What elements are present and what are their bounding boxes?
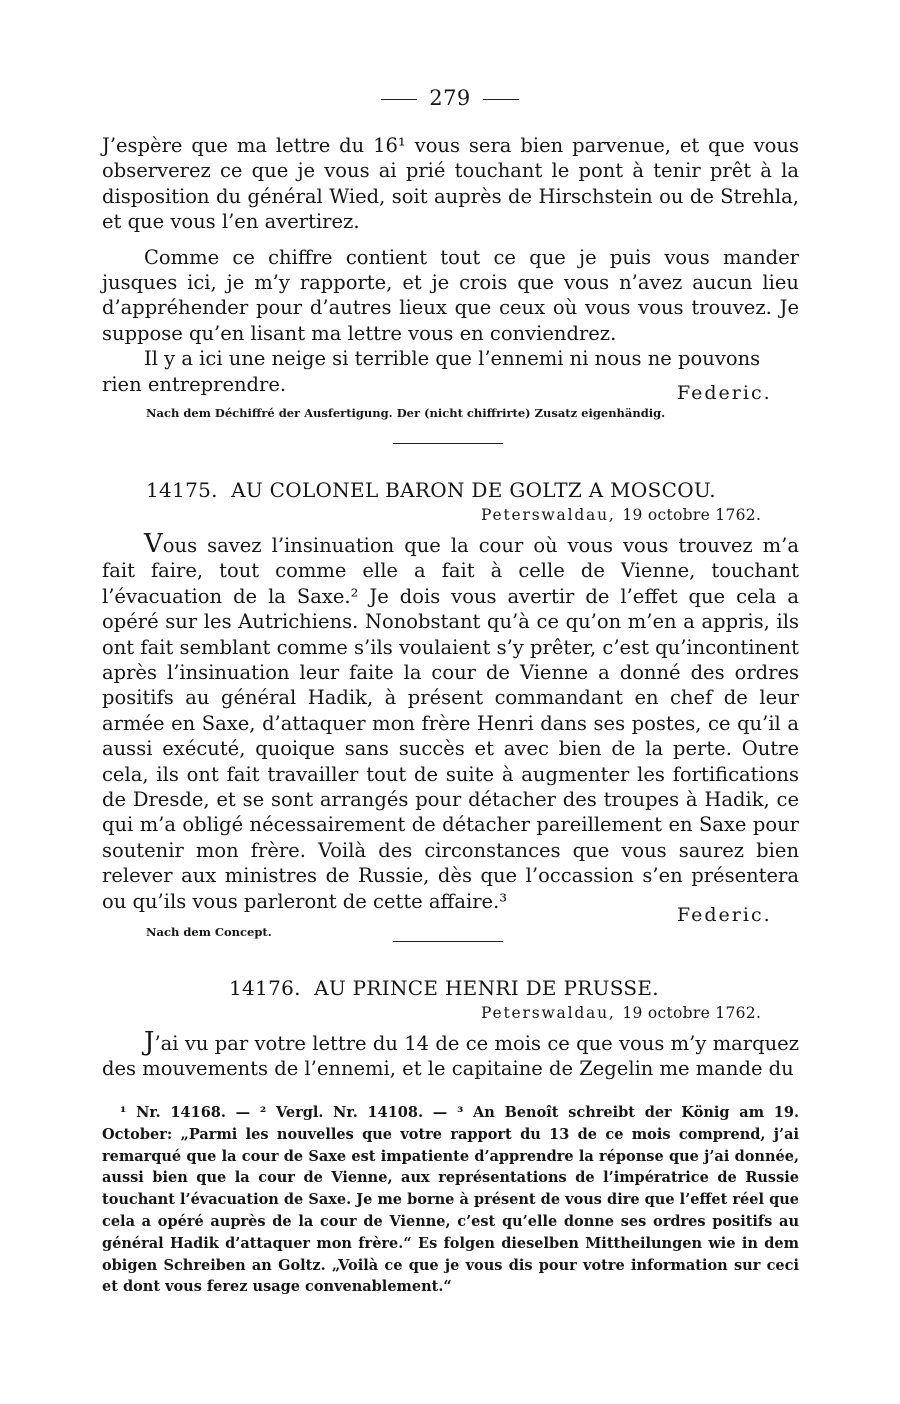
letter-number: 14175. xyxy=(146,478,218,502)
letter-number: 14176. xyxy=(229,976,301,1000)
section-divider xyxy=(393,443,503,444)
paragraph: J’espère que ma lettre du 16¹ vous sera bien parvenue, et que vous observerez ce que je vous ai prié touchant le pont à tenir prêt à la disposition du général Wied, soit auprès de Hirschstein ou de Strehla, et que vous l’en avertirez. xyxy=(102,134,799,234)
initial-letter: J xyxy=(144,1027,155,1057)
letter-heading xyxy=(229,976,659,1000)
page-number-dash-left xyxy=(381,99,417,100)
paragraph: Il y a ici une neige si terrible que l’ennemi ni nous ne pouvons rien entreprendre. xyxy=(102,347,761,396)
letter-body xyxy=(102,529,799,914)
source-note: Nach dem Concept. xyxy=(146,925,272,939)
footnotes xyxy=(102,1102,799,1298)
dateline: Peterswaldau, 19 octobre 1762. xyxy=(481,1004,762,1022)
signature: Federic. xyxy=(677,904,772,926)
letter-title: AU PRINCE HENRI DE PRUSSE. xyxy=(314,976,659,1000)
source-note: Nach dem Déchiffré der Ausfertigung. Der (nicht chiffrirte) Zusatz eigenhändig. xyxy=(146,406,666,420)
footnote-text: ¹ Nr. 14168. — ² Vergl. Nr. 14108. — ³ An Benoît schreibt der König am 19. October: „Parmi les nouvelles que votre rapport du 13 de ce mois comprend, j’ai remarqué que la cour de Saxe est impatiente d’apprendre la réponse que j’ai donnée, aussi bien que la cour de Vienne, aux représentations de l’impératrice de Russie touchant l’évacuation de Saxe. Je me borne à présent de vous dire que l’effet réel que cela a opéré auprès de la cour de Vienne, c’est qu’elle donne ses ordres positifs au général Hadik d’attaquer mon frère.“ Es folgen dieselben Mittheilungen wie in dem obigen Schreiben an Goltz. „Voilà ce que je vous dis pour votre information sur ceci et dont vous ferez usage convenablement.“ xyxy=(102,1104,799,1296)
signature: Federic. xyxy=(677,382,772,404)
paragraph: Vous savez l’insinuation que la cour où vous vous trouvez m’a fait faire, tout comme elle a fait à celle de Vienne, touchant l’évacuation de la Saxe.² Je dois vous avertir de l’effet que cela a opéré sur les Autrichiens. Nonobstant qu’à ce qu’on m’en a appris, ils ont fait semblant comme s’ils voulaient s’y prêter, c’est qu’incontinent après l’insinuation leur faite la cour de Vienne a donné des ordres positifs au général Hadik, à présent commandant en chef de leur armée en Saxe, d’attaquer mon frère Henri dans ses postes, ce qu’il a aussi exécuté, quoique sans succès et avec bien de la perte. Outre cela, ils ont fait travailler tout de suite à augmenter les fortifications de Dresde, et se sont arrangés pour détacher des troupes à Hadik, ce qui m’a obligé nécessairement de détacher pareillement en Saxe pour soutenir mon frère. Voilà des circonstances que vous saurez bien relever aux ministres de Russie, dès que l’occassion s’en présentera ou qu’ils vous parleront de cette affaire.³ xyxy=(102,529,799,913)
dateline: Peterswaldau, 19 octobre 1762. xyxy=(481,506,762,524)
paragraph: J’ai vu par votre lettre du 14 de ce mois ce que vous m’y marquez des mouvements de l’ennemi, et le capitaine de Zegelin me mande du xyxy=(102,1027,799,1081)
initial-letter: V xyxy=(144,529,163,559)
page-number: 279 xyxy=(0,86,900,110)
section-divider xyxy=(393,941,503,942)
paragraph: Comme ce chiffre contient tout ce que je puis vous mander jusques ici, je m’y rapporte, et je crois que vous n’avez aucun lieu d’appréhender pour d’autres lieux que ceux où vous vous trouvez. Je suppose qu’en lisant ma lettre vous en conviendrez. xyxy=(102,245,799,345)
page-number-dash-right xyxy=(483,99,519,100)
letter-title: AU COLONEL BARON DE GOLTZ A MOSCOU. xyxy=(231,478,716,502)
letter-continuation xyxy=(102,133,799,397)
letter-body xyxy=(102,1027,799,1082)
letter-heading xyxy=(146,478,716,502)
